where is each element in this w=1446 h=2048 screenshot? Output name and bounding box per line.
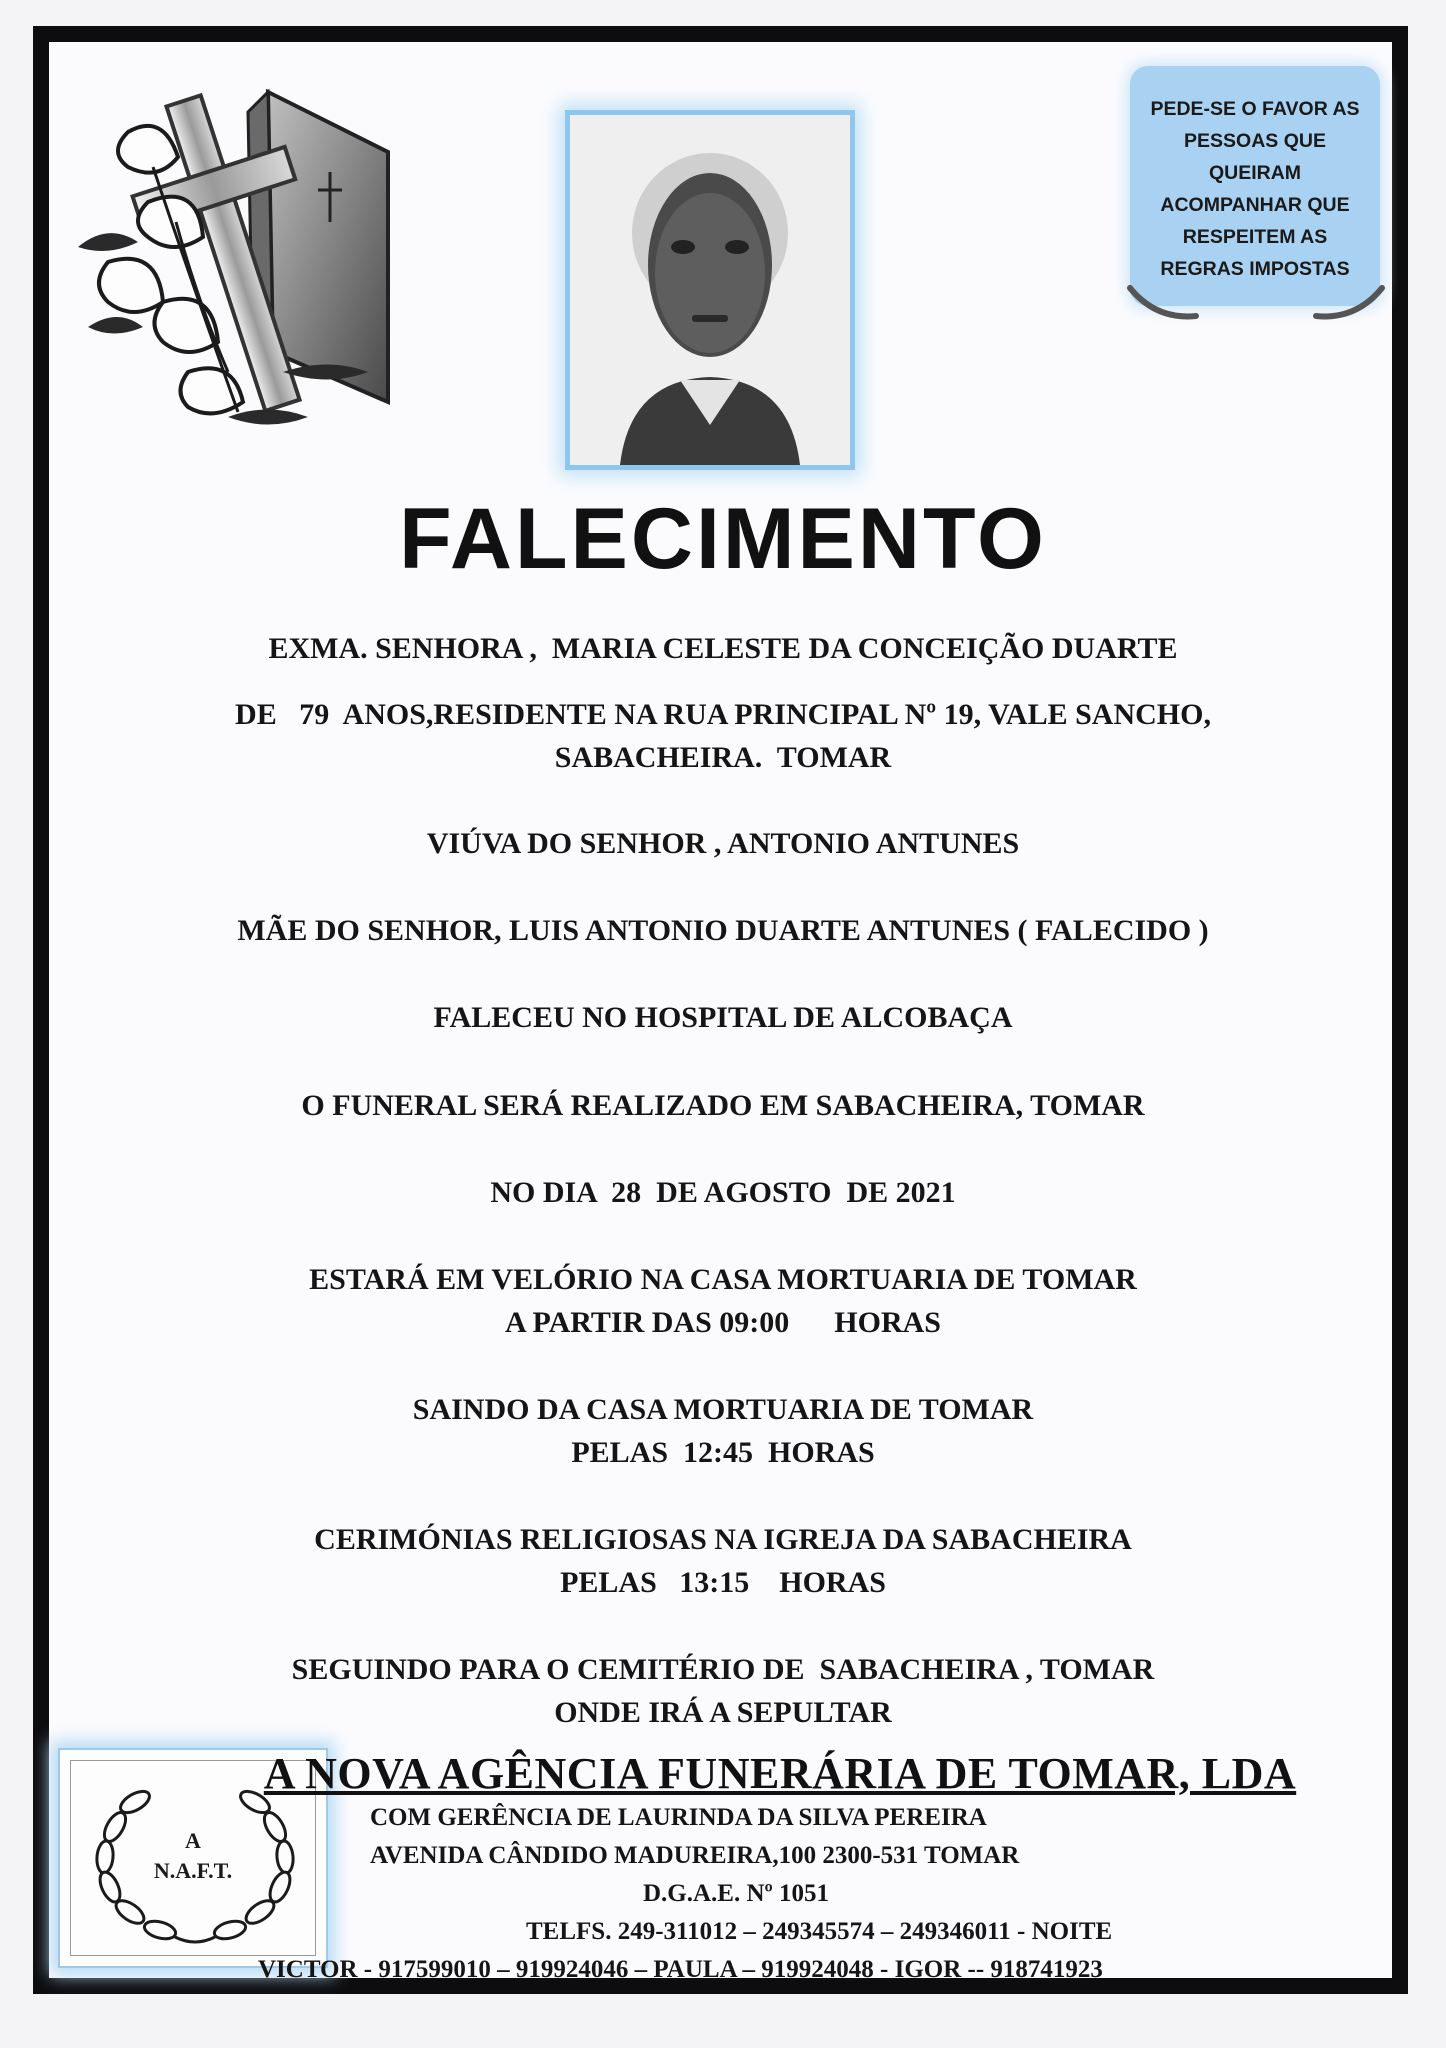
agency-address: AVENIDA CÂNDIDO MADUREIRA,100 2300-531 TOMAR <box>370 1842 1020 1869</box>
agency-night-contacts: VICTOR - 917599010 – 919924046 – PAULA – 919924048 - IGOR -- 918741923 <box>258 1956 1103 1983</box>
cross-lily-bible-icon <box>68 72 408 462</box>
age-address-line: DE 79 ANOS,RESIDENTE NA RUA PRINCIPAL Nº 19, VALE SANCHO, <box>235 698 1211 731</box>
place-of-death-line: FALECEU NO HOSPITAL DE ALCOBAÇA <box>433 1001 1013 1034</box>
deceased-portrait <box>565 110 855 470</box>
logo-initials: N.A.F.T. <box>153 1858 233 1883</box>
ceremony-time-line: PELAS 13:15 HORAS <box>560 1566 886 1599</box>
departure-time-line: PELAS 12:45 HORAS <box>571 1436 875 1469</box>
page-title: FALECIMENTO <box>399 491 1047 587</box>
notice-curl-decoration <box>1126 280 1386 330</box>
burial-line: ONDE IRÁ A SEPULTAR <box>554 1696 892 1729</box>
agency-name: A NOVA AGÊNCIA FUNERÁRIA DE TOMAR, LDA <box>263 1749 1297 1798</box>
funeral-date-line: NO DIA 28 DE AGOSTO DE 2021 <box>490 1176 956 1209</box>
agency-phones: TELFS. 249-311012 – 249345574 – 249346011 - NOITE <box>526 1918 1113 1945</box>
mother-line: MÃE DO SENHOR, LUIS ANTONIO DUARTE ANTUNES ( FALECIDO ) <box>237 914 1209 947</box>
funeral-location-line: O FUNERAL SERÁ REALIZADO EM SABACHEIRA, TOMAR <box>301 1089 1145 1122</box>
deceased-name-line: EXMA. SENHORA , MARIA CELESTE DA CONCEIÇÃO DUARTE <box>268 632 1178 665</box>
logo-letter-a: A <box>185 1828 201 1853</box>
cemetery-line: SEGUINDO PARA O CEMITÉRIO DE SABACHEIRA , TOMAR <box>291 1653 1155 1686</box>
departure-line: SAINDO DA CASA MORTUARIA DE TOMAR <box>412 1393 1034 1426</box>
wake-location-line: ESTARÁ EM VELÓRIO NA CASA MORTUARIA DE TOMAR <box>309 1263 1137 1296</box>
ceremony-line: CERIMÓNIAS RELIGIOSAS NA IGREJA DA SABACHEIRA <box>314 1523 1132 1556</box>
widow-line: VIÚVA DO SENHOR , ANTONIO ANTUNES <box>426 827 1020 860</box>
request-notice-box <box>1130 66 1380 306</box>
agency-license: D.G.A.E. Nº 1051 <box>643 1880 830 1907</box>
request-notice-text: PEDE-SE O FAVOR AS PESSOAS QUE QUEIRAM ACOMPANHAR QUE RESPEITEM AS REGRAS IMPOSTAS <box>1150 98 1360 280</box>
wake-time-line: A PARTIR DAS 09:00 HORAS <box>505 1306 941 1339</box>
address-continued-line: SABACHEIRA. TOMAR <box>554 741 892 774</box>
agency-management: COM GERÊNCIA DE LAURINDA DA SILVA PEREIRA <box>370 1804 987 1831</box>
